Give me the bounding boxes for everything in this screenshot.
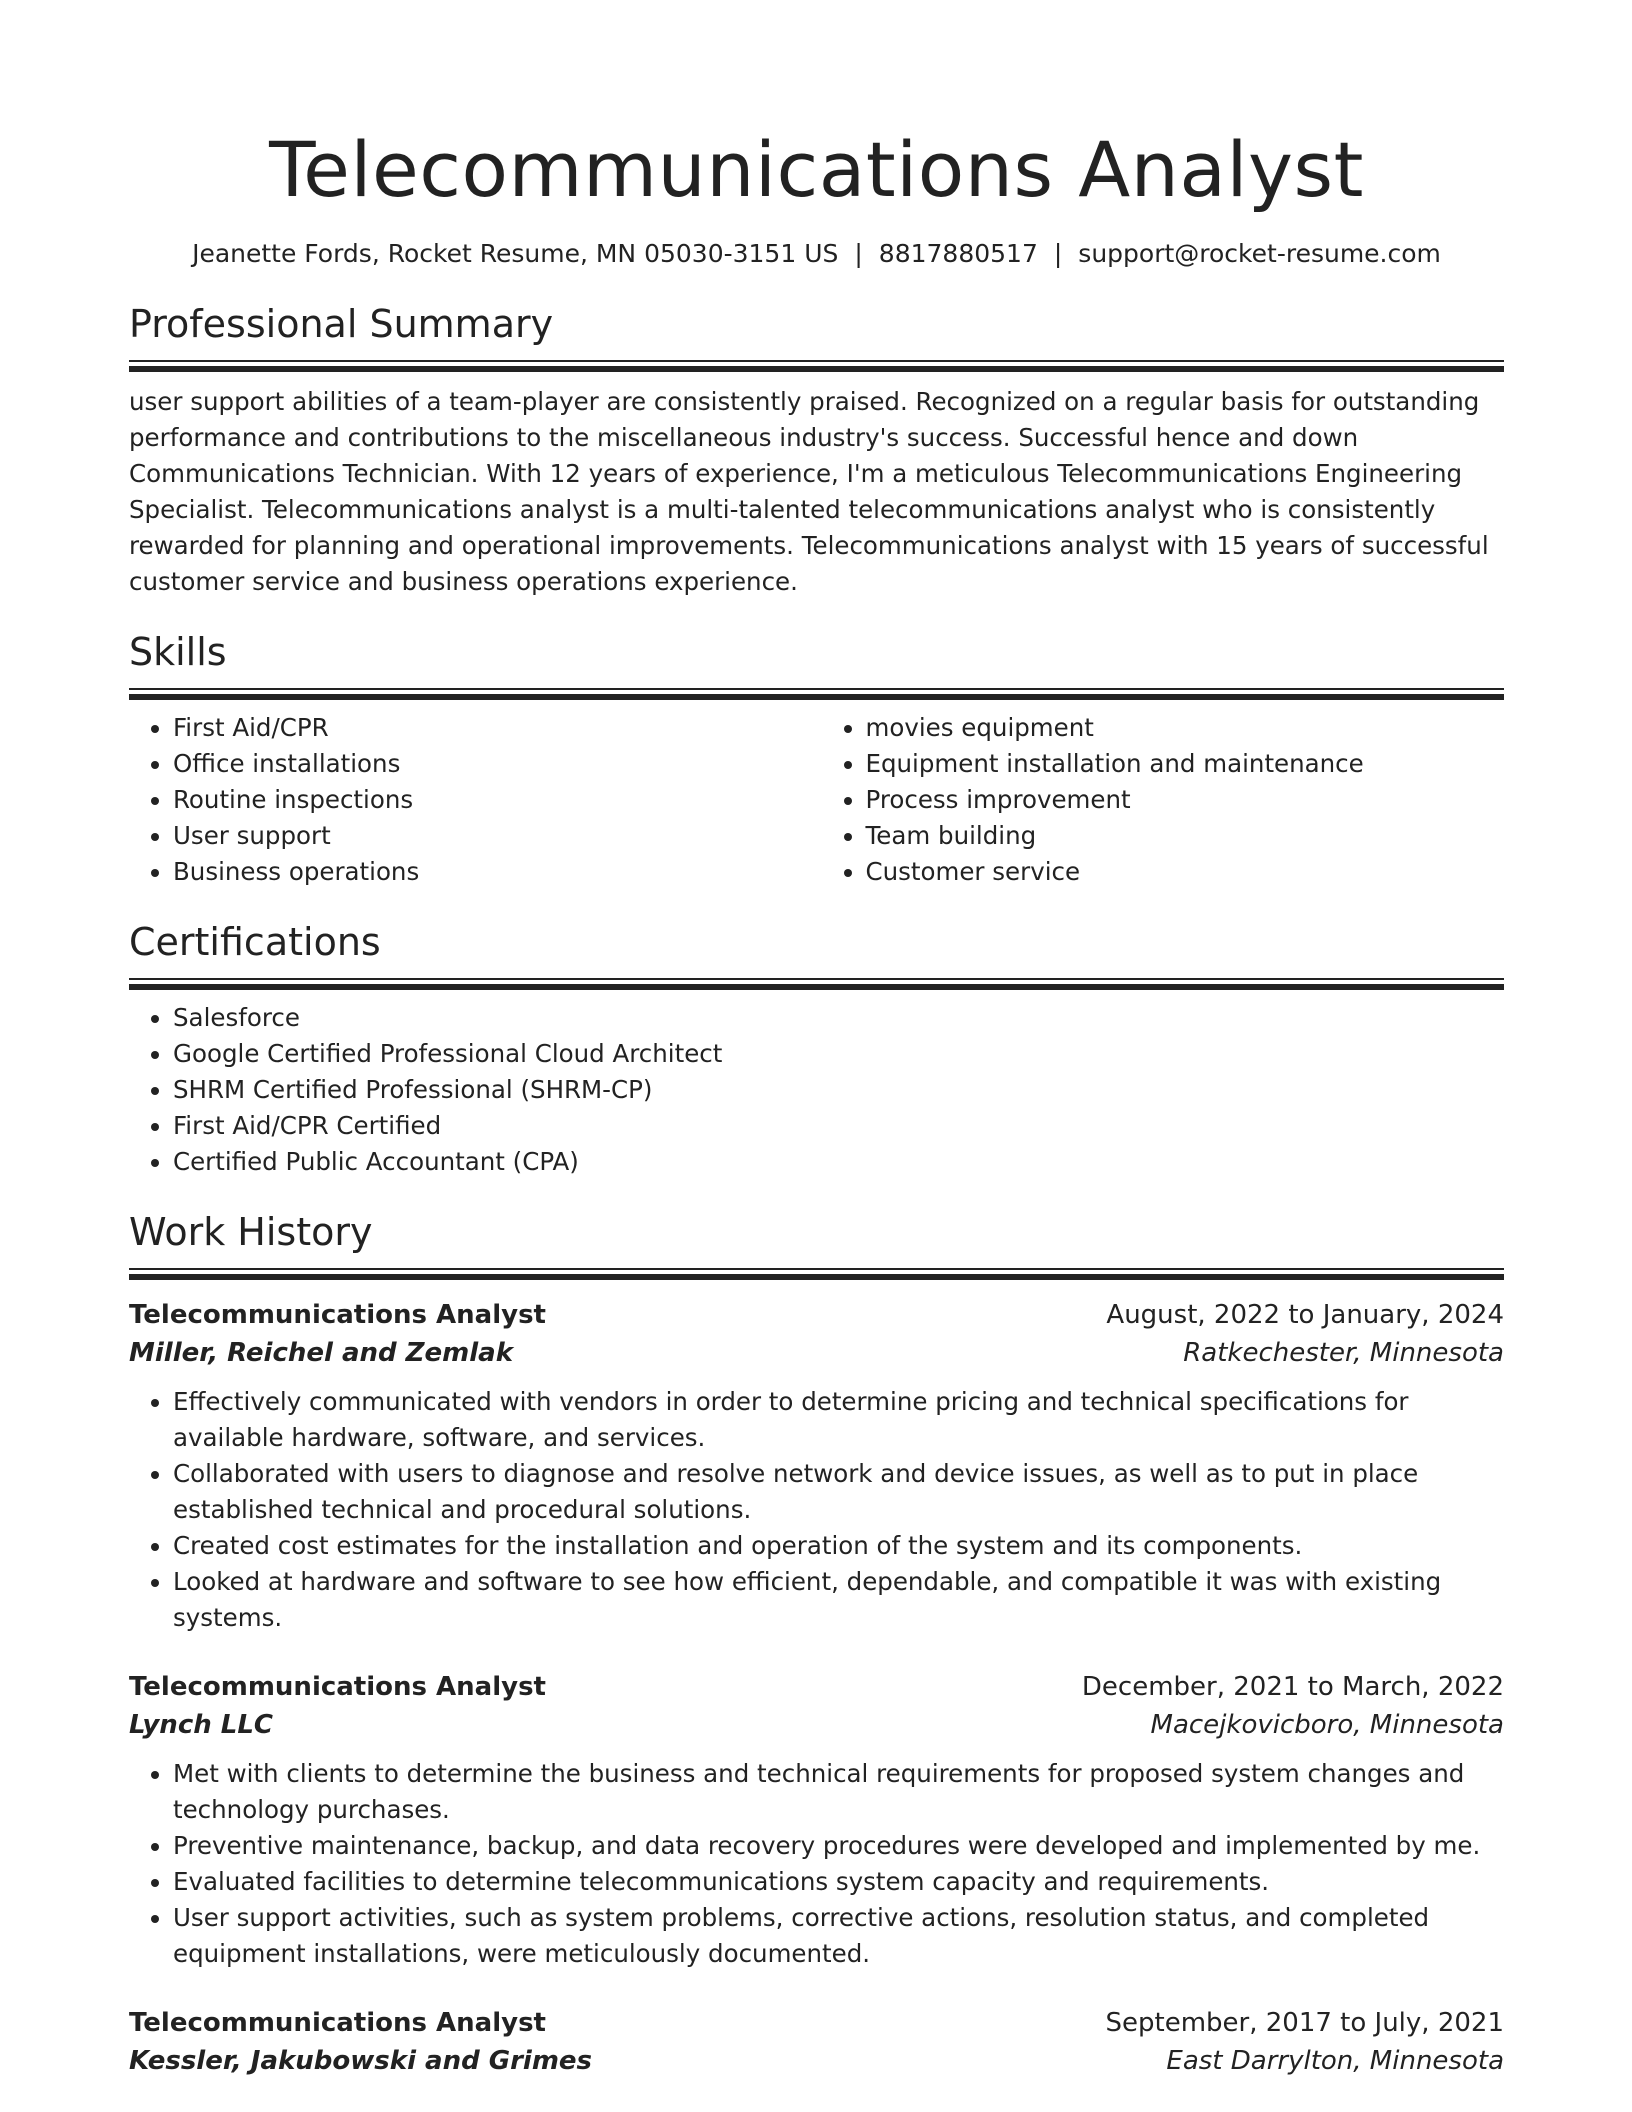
job-location: Ratkechester, Minnesota: [1183, 1338, 1504, 1368]
skill-item: • movies equipment: [866, 710, 1505, 746]
job-header: [129, 1296, 1504, 1334]
job-subheader: [129, 1334, 1504, 1372]
contact-email: support@rocket-resume.com: [1078, 239, 1441, 268]
certification-item: • Salesforce: [173, 1000, 1504, 1036]
job-dates: December, 2021 to March, 2022: [1081, 1672, 1504, 1702]
job-company: Lynch LLC: [129, 1710, 274, 1740]
resume-page: [129, 0, 1504, 2080]
section-divider: [129, 360, 1504, 372]
skills-heading: Skills: [129, 630, 227, 674]
certifications-list: [129, 1000, 1504, 1180]
skill-item: • Routine inspections: [173, 782, 817, 818]
certifications-heading: Certifications: [129, 920, 381, 964]
job-company: Kessler, Jakubowski and Grimes: [129, 2046, 593, 2076]
job-entry: [129, 1668, 1504, 1972]
skill-item: • Process improvement: [866, 782, 1505, 818]
summary-text: user support abilities of a team-player are consistently praised. Recognized on a regular basis for outstanding performance and contributions to the miscellaneous industry's success. Successful hence and down Communications Technician. With 12 years of experience, I'm a meticulous Telecommunications Engineering Specialist. Telecommunications analyst is a multi-talented telecommunications analyst who is consistently rewarded for planning and operational improvements. Telecommunications analyst with 15 years of successful customer service and business operations experience.: [129, 387, 1489, 596]
skill-item: • First Aid/CPR: [173, 710, 817, 746]
job-bullet: • User support activities, such as system problems, corrective actions, resolution status, and completed equipment installations, were meticulously documented.: [173, 1900, 1504, 1972]
skill-item: • Office installations: [173, 746, 817, 782]
work-history-section: [129, 1208, 1504, 2080]
job-bullet: • Preventive maintenance, backup, and data recovery procedures were developed and implemented by me.: [173, 1828, 1504, 1864]
summary-section: [129, 300, 1504, 600]
certification-item: • SHRM Certified Professional (SHRM-CP): [173, 1072, 1504, 1108]
job-bullet: • Effectively communicated with vendors in order to determine pricing and technical specifications for available hardware, software, and services.: [173, 1384, 1504, 1456]
job-bullets: [129, 1384, 1504, 1636]
job-entry: [129, 1296, 1504, 1636]
skills-list-left: [129, 710, 817, 890]
job-header: [129, 2004, 1504, 2042]
skill-item: • Equipment installation and maintenance: [866, 746, 1505, 782]
job-entry: [129, 2004, 1504, 2080]
job-bullet: • Collaborated with users to diagnose and resolve network and device issues, as well as to put in place established technical and procedural solutions.: [173, 1456, 1504, 1528]
job-dates: August, 2022 to January, 2024: [1106, 1300, 1504, 1330]
job-bullet: • Looked at hardware and software to see how efficient, dependable, and compatible it was with existing systems.: [173, 1564, 1504, 1636]
summary-heading: Professional Summary: [129, 302, 554, 346]
job-bullets: [129, 1756, 1504, 1972]
work-history-heading: Work History: [129, 1210, 373, 1254]
job-subheader: [129, 2042, 1504, 2080]
skill-item: • User support: [173, 818, 817, 854]
skills-section: [129, 628, 1504, 890]
job-header: [129, 1668, 1504, 1706]
job-company: Miller, Reichel and Zemlak: [129, 1338, 514, 1368]
skill-item: • Team building: [866, 818, 1505, 854]
job-bullet: • Evaluated facilities to determine telecommunications system capacity and requirements.: [173, 1864, 1504, 1900]
job-location: Macejkovicboro, Minnesota: [1150, 1710, 1504, 1740]
section-divider: [129, 1268, 1504, 1280]
contact-address: Jeanette Fords, Rocket Resume, MN 05030-3151 US: [192, 239, 839, 268]
job-bullet: • Created cost estimates for the installation and operation of the system and its components.: [173, 1528, 1504, 1564]
job-location: East Darrylton, Minnesota: [1166, 2046, 1504, 2076]
contact-separator: |: [1053, 239, 1063, 268]
job-subheader: [129, 1706, 1504, 1744]
job-title: Telecommunications Analyst: [129, 1672, 546, 1702]
job-title: Telecommunications Analyst: [129, 2008, 546, 2038]
resume-title: Telecommunications Analyst: [269, 125, 1364, 214]
contact-separator: |: [854, 239, 863, 268]
skills-columns: [129, 710, 1504, 890]
contact-line: [129, 238, 1504, 270]
certification-item: • Google Certified Professional Cloud Architect: [173, 1036, 1504, 1072]
certifications-section: [129, 918, 1504, 1180]
skill-item: • Customer service: [866, 854, 1505, 890]
job-bullet: • Met with clients to determine the business and technical requirements for proposed system changes and technology purchases.: [173, 1756, 1504, 1828]
skills-list-right: [817, 710, 1505, 890]
skill-item: • Business operations: [173, 854, 817, 890]
section-divider: [129, 688, 1504, 700]
job-dates: September, 2017 to July, 2021: [1105, 2008, 1504, 2038]
section-divider: [129, 978, 1504, 990]
certification-item: • Certified Public Accountant (CPA): [173, 1144, 1504, 1180]
job-title: Telecommunications Analyst: [129, 1300, 546, 1330]
contact-phone: 8817880517: [878, 239, 1038, 268]
certification-item: • First Aid/CPR Certified: [173, 1108, 1504, 1144]
